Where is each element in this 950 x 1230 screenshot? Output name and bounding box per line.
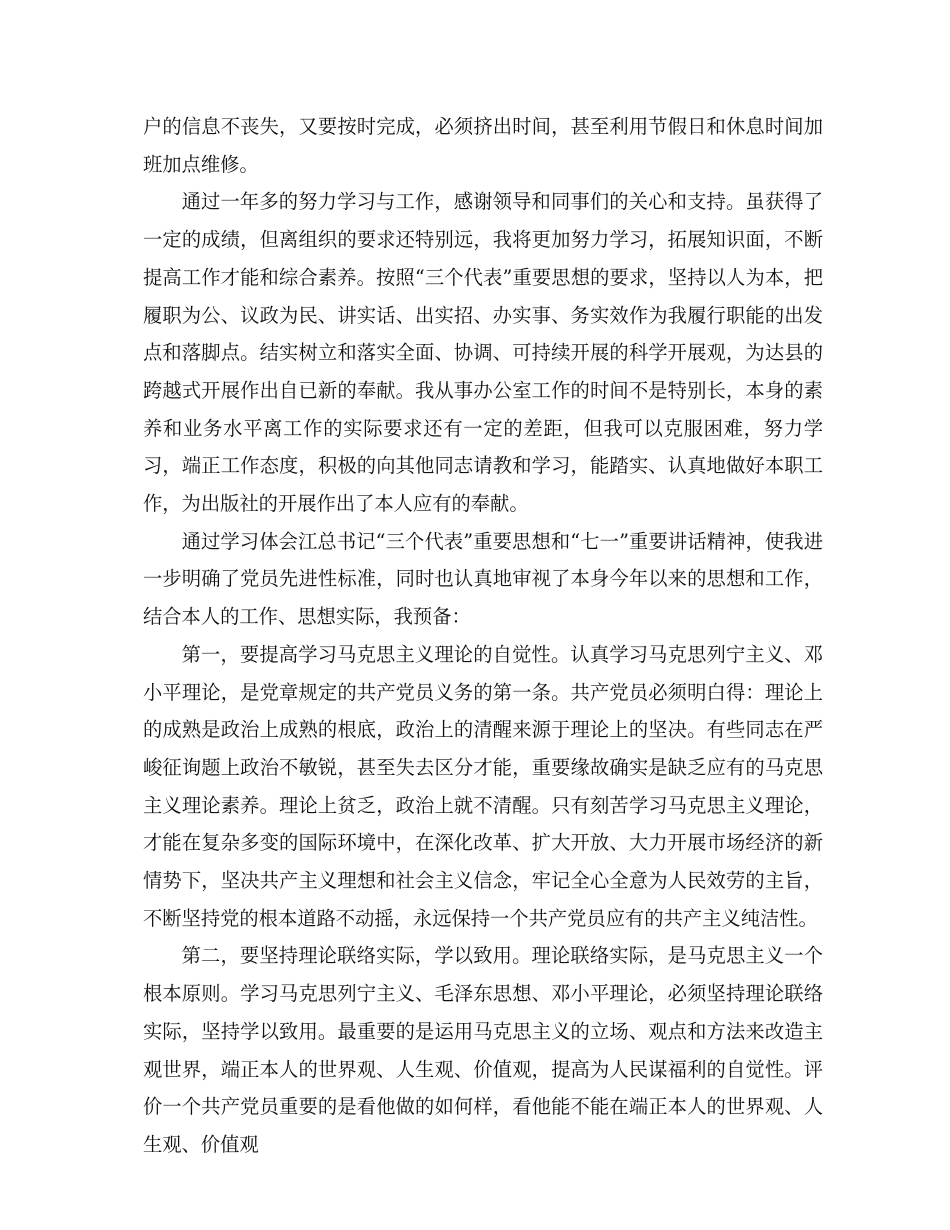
paragraph-1: 户的信息不丧失，又要按时完成，必须挤出时间，甚至利用节假日和休息时间加班加点维修。 bbox=[143, 115, 823, 176]
paragraph-4: 第一，要提高学习马克思主义理论的自觉性。认真学习马克思列宁主义、邓小平理论，是党章规定的共产党员义务的第一条。共产党员必须明白得：理论上的成熟是政治上成熟的根底，政治上的清醒来源于理论上的坚决。有些同志在严峻征询题上政治不敏锐，甚至失去区分才能，重要缘故确实是缺乏应有的马克思主义理论素养。理论上贫乏，政治上就不清醒。只有刻苦学习马克思主义理论，才能在复杂多变的国际环境中，在深化改革、扩大开放、大力开展市场经济的新情势下，坚决共产主义理想和社会主义信念，牢记全心全意为人民效劳的主旨，不断坚持党的根本道路不动摇，永远保持一个共产党员应有的共产主义纯洁性。 bbox=[143, 642, 823, 930]
document-page bbox=[143, 108, 823, 1164]
paragraph-3: 通过学习体会江总书记“三个代表”重要思想和“七一”重要讲话精神，使我进一步明确了党员先进性标准，同时也认真地审视了本身今年以来的思想和工作，结合本人的工作、思想实际，我预备： bbox=[143, 529, 823, 629]
paragraph-2: 通过一年多的努力学习与工作，感谢领导和同事们的关心和支持。虽获得了一定的成绩，但离组织的要求还特别远，我将更加努力学习，拓展知识面，不断提高工作才能和综合素养。按照“三个代表”重要思想的要求，坚持以人为本，把履职为公、议政为民、讲实话、出实招、办实事、务实效作为我履行职能的出发点和落脚点。结实树立和落实全面、协调、可持续开展的科学开展观，为达县的跨越式开展作出自已新的奉献。我从事办公室工作的时间不是特别长，本身的素养和业务水平离工作的实际要求还有一定的差距，但我可以克服困难，努力学习，端正工作态度，积极的向其他同志请教和学习，能踏实、认真地做好本职工作，为出版社的开展作出了本人应有的奉献。 bbox=[143, 190, 823, 516]
paragraph-5: 第二，要坚持理论联络实际，学以致用。理论联络实际，是马克思主义一个根本原则。学习马克思列宁主义、毛泽东思想、邓小平理论，必须坚持理论联络实际，坚持学以致用。最重要的是运用马克思主义的立场、观点和方法来改造主观世界，端正本人的世界观、人生观、价值观，提高为人民谋福利的自觉性。评价一个共产党员重要的是看他做的如何样，看他能不能在端正本人的世界观、人生观、价值观 bbox=[143, 944, 823, 1156]
